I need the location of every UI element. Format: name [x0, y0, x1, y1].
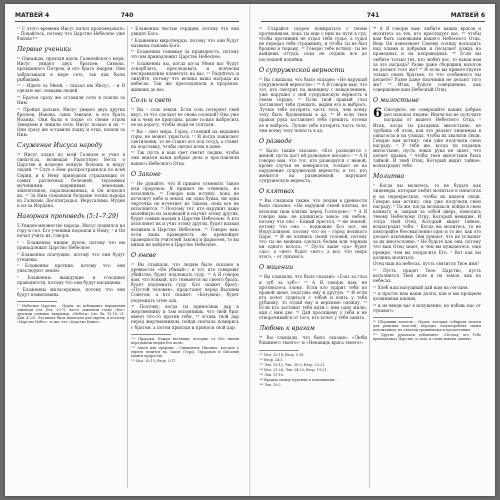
verse-paragraph: ⁵ Когда вы молитесь, то не будьте как лицемеры, которые любят молиться в синагогах и на перекрестках, чтобы их видели люди. Говорю вам истину: они уже получили свою награду. ⁶ Ты же, когда молишься, войди в свою комнату и, закрыв за собой дверь, помолись твоему Небесному Отцу, Который невидим. И тогда твой Отец, Который видит тайное, вознаградит тебя. ⁷ Когда вы молитесь, то не повторяйте бессмысленно одно и то же, как это делают язычники. Они думают, что их услышат за их многословие. ⁸ Не будьте как они, потому что ваш Отец знает, в чем вы нуждаетесь, еще прежде, чем вы попросите Его. ⁹ Вот как вы должны молиться: — [373, 183, 481, 260]
text-block — [259, 67, 367, 133]
verse-paragraph: ¹⁷ С этого времени Иисус начал проповедовать: – Покайтесь, потому что Царство Небесное уже близко!¹⁸ — [17, 26, 125, 42]
verse-paragraph: ¹⁰ Блаженны гонимые за праведность, потому что им принадлежит Царство Небесное. — [131, 49, 239, 60]
section-heading: О разводе — [259, 137, 292, 145]
text-column — [17, 26, 125, 488]
footnote: ⁵³³ Лев. 19:12; Чис. 30:3; Втор. 23:21. — [259, 362, 326, 367]
section-heading: Первые ученики — [17, 46, 72, 54]
verse-paragraph: ⁸ Блаженны чистые сердцем, потому что они увидят Бога. — [131, 26, 239, 37]
section-heading: О супружеской верности — [259, 66, 345, 74]
verse-paragraph: ¹³ и не введи нас в искушение, но избавь нас от лукавого. — [373, 302, 481, 313]
text-block — [373, 173, 481, 313]
page-number: 741 — [366, 12, 380, 19]
footnote: ⁵⁴⁸ Лев. 19:2. — [259, 383, 282, 388]
text-block — [259, 26, 367, 62]
text-block — [259, 264, 367, 320]
text-block — [131, 26, 239, 92]
running-header — [15, 12, 239, 22]
verse-paragraph: ²¹ Вы слышали, что людям было сказано в древности: «Не убивай»,ᵃ и тот, кто совершит убийство, будет подлежать суду. ²² А Я говорю вам, что всякий, кто гневается на своего брата, будет подлежать суду. Кто скажет брату: «Пустой человек», предстанет перед Высшим Советом, а кто скажет: «Безумец», будет подлежать огню ада. — [131, 261, 239, 303]
verse-paragraph: ²⁵ Старайся скорее помириться с твоим противником, пока ты еще с ним на пути в суд, чтобы противник не отдал тебя судье, а судья не передал тебя стражнику, и чтобы ты не был брошен в тюрьму. ²⁶ Говорю тебе истину: ты не выйдешь оттуда, пока не отдашь все до последней копейки. — [259, 26, 367, 62]
left-page — [5, 4, 249, 496]
verse-paragraph: ¹⁸ Однажды, проходя вдоль Галилейского моря, Иисус увидел двух братьев: Симона, прозванного Петром, и его брата Андрея. Они забрасывали в море сеть, так как были рыбаками. — [17, 56, 125, 82]
verse-paragraph: ⁶ Блаженны жаждущие и голодные праведности, потому что они будут насыщены. — [17, 275, 125, 286]
section-heading: О Законе — [131, 170, 161, 178]
text-block — [259, 325, 367, 345]
footnote-rule — [17, 301, 57, 302]
verse-paragraph: ²⁷ Вы слышали, что было сказано: «Не нарушай супружеской верности».ᵃ ²⁸ А Я говорю вам, что тот, кто смотрит на женщину с вожделением, уже нарушил с ней супружескую верность в своем сердце. ²⁹ Если твой правый глаз заставляет тебя грешить, вырви его и выбрось. Лучше тебе потерять часть тела, чем всему телу быть брошенным в ад. ³⁰ И если твоя правая рука заставляет тебя грешить, отсеки ее и выбрось. Лучше тебе потерять часть тела, чем всему телу попасть в ад. — [259, 76, 367, 133]
text-column — [259, 26, 367, 488]
verse-paragraph: ¹⁴ Вы – свет мира. Город, стоящий на вершине горы, не может укрыться. ¹⁵ И когда зажигают светильник, то не ставят его под сосуд, а ставят на подставку, чтобы светил всем в доме. — [131, 128, 239, 149]
text-block — [131, 97, 239, 166]
verse-paragraph: ¹¹ Блаженны вы, когда из-за Меня вас будут оскорблять, преследовать и всячески несправедливо клеветать на вас. ¹² Радуйтесь и ликуйте, потому что велика ваша награда на небесах. Так же преследовали и пророков, живших до вас. — [131, 61, 239, 92]
verse-paragraph: ⁴ Блаженны плачущие, потому что они будут утешены. — [17, 251, 125, 262]
verse-paragraph: ³³ Вы слышали также, что людям в древности было сказано: «Не нарушай своей клятвы, но исполни твои клятвы перед Господом».ᵃ ³⁴ А Я говорю вам: не клянитесь вовсе: ни небом, потому что оно – Божий престол, ³⁵ ни землей, потому что она – подножие Его ног, ни Иерусалимом, потому что он – город великого Царя. ³⁶ И не клянись своей головой, потому что ты не можешь сделать белым или черным ни одного волоса. ³⁷ Пусть ваше «да» будет «да», а «нет» будет «нет»; а все, что сверх этого, – от лукавого. — [259, 198, 367, 260]
footnote: ⁵¹² Пророки: Божьи вестники, которые от Его имени передавали людям Его волю. — [131, 336, 239, 345]
verse-paragraph: ²³ Иисус ходил по всей Галилее и учил в синагогах, возвещая Радостную Весть о Царстве и исцеляя всякую болезнь и недуг людей. ²⁴ Слух о Нем распространился по всей Сирии, и к Нему приводили страдающих от самых различных болезней, терзаемых мучениями, одержимых демонами, эпилептиков, парализованных, и Он исцелял их. ²⁵ За Ним следовали большие толпы народа из Галилеи, Десятиградья, Иерусалима, Иудеи и из-за Иордана. — [17, 152, 125, 209]
text-block — [259, 138, 367, 184]
text-block — [17, 26, 125, 41]
verse-paragraph: ⁴³ Вы слышали, что было сказано: «Люби ближнего твоего»ᵃ и «Ненавидь врага твоего». — [259, 335, 367, 346]
section-heading: Любовь к врагам — [259, 325, 315, 333]
verse-paragraph: ⁵ Блаженны кроткие, потому что они унаследуют землю. — [17, 263, 125, 274]
text-block — [373, 97, 481, 168]
book-label: MATBEЙ 6 — [450, 12, 485, 19]
verse-paragraph — [373, 107, 481, 168]
footnote: ⁵²¹ Исх. 20:13; Втор. 5:17. — [131, 359, 177, 364]
header-rule — [261, 21, 485, 22]
verse-paragraph: ²⁰ Братья сразу же оставили сети и пошли за Ним. — [17, 94, 125, 106]
section-heading: Нагорная проповедь (5:1–7:29) — [17, 213, 119, 221]
section-heading: О гневе — [131, 251, 157, 259]
section-heading: Молитва — [373, 173, 405, 181]
text-block — [17, 142, 125, 208]
chapter-number: 6 — [373, 106, 383, 122]
verse-paragraph: ²¹ Пройдя дальше, Иисус увидел двух других братьев, Иакова, сына Зеведея, и его брата Иоанна. Они были в лодке со своим отцом Зеведеем и чинили сети. Иисус позвал и их. ²² Они сразу же оставили лодку и отца, пошли за Ним. — [17, 106, 125, 138]
verse-paragraph: ¹⁰ Пусть придет Твое Царство, пусть исполнится Твоя воля и на земле, как на небесах. — [373, 267, 481, 284]
verse-paragraph: ¹² и прости нам наши долги, как и мы прощаем должникам нашим, — [373, 291, 481, 302]
text-block — [17, 46, 125, 137]
verse-paragraph: 5 Увидев множество народа, Иисус поднялся на гору и сел. Его ученики подошли к Нему, ² и Он начал учить их, говоря: — [17, 223, 125, 239]
verse-paragraph: ⁴⁴ А Я говорю вам: любите ваших врагов и молитесь за тех, кто преследует вас, ⁴⁵ чтобы вам быть сыновьями вашего Небесного Отца. Ведь Он повелевает Своему солнцу восходить над злыми и добрыми и посылает дождь на праведных и на неправедных. ⁴⁶ Если вы любите только тех, кто любит вас, то какая вам за это награда? Разве даже сборщики налогов не делают того же? ⁴⁷ И если вы приветствуете только своих братьев, то что особенного вы делаете? Разве даже язычники не делают того же? ⁴⁸ Итак, будьте совершенны, как совершенен ваш Небесный Отец. — [373, 26, 481, 93]
page-number: 740 — [120, 12, 134, 19]
verse-paragraph: ¹⁶ Так пусть и ваш свет светит людям, чтобы они видели ваши добрые дела и прославляли вашего Небесного Отца. — [131, 150, 239, 166]
footnote: ⁵²⁷ Исх. 20:14; Втор. 5:18. — [259, 352, 305, 357]
section-heading: Служение Иисуса народу — [17, 142, 103, 150]
section-heading: О клятвах — [259, 188, 295, 196]
verse-paragraph: ²³ Поэтому, когда ты приносишь дар к жертвеннику и там вспомнишь, что твой брат имеет что-то против тебя, ²⁴ оставь твой дар перед жертвенником, пойди сначала помирись с братом, а потом приходи и приноси свой дар. — [131, 304, 239, 330]
column-divider — [127, 26, 128, 488]
footnote: ⁵³¹ Втор. 24:1. — [259, 357, 284, 362]
header-rule — [15, 21, 239, 22]
section-heading: О мщении — [259, 264, 294, 272]
verse-paragraph: ¹⁹ – Идите за Мной, – сказал им Иисус, – и Я сделаю вас ловцами людей. — [17, 83, 125, 94]
running-header — [261, 12, 485, 22]
text-column — [131, 26, 239, 488]
text-column — [373, 26, 481, 488]
footnote: ⁶¹³ Другие рукописи добавляют: «Потому что Тебе принадлежат Царство, и сила, и слава вовеки. Аминь». — [373, 333, 481, 342]
book-label: MATBEЙ 4 — [15, 12, 50, 19]
footnote: ⁵⁴⁴ Вражда между иудеями и язычниками... — [259, 377, 338, 382]
section-heading: Соль и свет — [131, 96, 172, 104]
book-spread — [5, 4, 495, 496]
verse-paragraph: ³ – Блаженны нищие духом, потому что им принадлежит Царство Небесное. — [17, 240, 125, 251]
section-heading: О милостыне — [373, 97, 419, 105]
verse-paragraph: ⁹ Блаженны миротворцы, потому что они будут названы сынами Бога. — [131, 37, 239, 48]
text-block — [131, 171, 239, 247]
footnote: ¹⁷ Небесное Царство – Иудеи, во избежание нарушения заповеди (см. Исх. 20:7), часто заменяли слово «Бог» другими словами, например, «Небеса» (см. Лк. 15:18, 21; Дан. 4:23). Эта книга была написана для евреев, и поэтому «Царство Небес» то же, что «Царство Божье». — [17, 303, 125, 325]
footnote-rule — [373, 317, 413, 318]
footnote: ⁵³⁸ Исх. 21:24; Лев. 24:20; Втор. 19:21. — [259, 367, 328, 372]
verse-paragraph: Отец наш на небесах, пусть святится Твое имя! — [373, 261, 479, 267]
verse-paragraph: ¹³ Вы – соль земли. Если соль потеряет свой вкус, то что сделает ее снова соленой? Она уже ни к чему не пригодна, разве только выбросить ее на дорогу, чтобы люди ее топтали. — [131, 106, 239, 127]
verse-paragraph: ¹¹ Хлеб наш насущный дай нам на сегодня, — [373, 284, 469, 290]
footnote-rule — [259, 350, 299, 351]
footnote: ⁵¹⁷ Закон или пророки – Священное Писание, которое у евреев делится на Закон (Тора), Пророков и Писания (книги мудрости). — [131, 345, 239, 358]
text-block — [373, 26, 481, 92]
verse-paragraph: ¹⁷ Не думайте, что Я пришел отменить Закон или пророков. Я пришел не отменить, но исполнить. ¹⁸ Говорю вам истину: пока не исчезнут небо и земля, ни одна буква, ни одна черточка не исчезнет из Закона, пока все не исполнится. ¹⁹ Поэтому тот, кто нарушит даже малейшую из заповедей и научит этому других, будет самым малым в Царстве Небесном. А кто исполняет их и учит этому других, будет назван великим в Царстве Небесном. ²⁰ Говорю вам: если ваша праведность не превзойдет праведности учителей Закона и фарисеев, то вы никак не войдете в Царство Небесное. — [131, 180, 239, 247]
right-page — [251, 4, 495, 496]
column-divider — [369, 26, 370, 488]
verse-paragraph: ⁷ Блаженны милосердные, потому что они будут помилованы. — [17, 286, 125, 297]
footnote: ⁵⁴³ Лев. 19:18. — [259, 372, 284, 377]
text-block — [17, 213, 125, 297]
verse-paragraph: ³⁸ Вы слышали, что было сказано: «Глаз за глаз и зуб за зуб».ᵃ ³⁹ А Я говорю вам: не противьтесь злому. Если кто ударит тебя по правой щеке, подставь ему и другую. ⁴⁰ И если кто хочет судиться с тобой и взять у тебя рубашку, то отдай ему и верхнюю одежду. ⁴¹ Если кто заставит тебя идти с ним одну милю, иди с ним две. ⁴² Дай просящему у тебя и не отворачивайся от того, кто хочет у тебя занять. — [259, 274, 367, 321]
verse-text: Смотрите, не совершайте ваших добрых дел напоказ людям. Иначе вы не получите награды от вашего Небесного Отца. ² Итак, когда ты раздаешь милостыню, не трубишь об этом, как это делают лицемеры в синагогах и на улицах, чтобы их хвалили люди. Говорю вам истину: они уже получили свою награду. ³ У тебя же, когда ты подаешь милостыню, пусть левая рука не знает, что делает правая, ⁴ чтобы твоя милостыня была тайной. И твой Отец, Который видит тайное, вознаградит тебя. — [373, 107, 481, 169]
text-block — [131, 252, 239, 330]
verse-paragraph: ³¹ Было также сказано: «Кто разводится с женой, пусть даст ей разводное письмо».ᵃ ³² А Я говорю вам, что тот, кто разводится с женой, кроме случая ее неверности, толкает ее на нарушение супружеской верности, и тот, кто женится на разведенной, нарушает супружескую верность. — [259, 147, 367, 184]
footnote-rule — [131, 334, 171, 335]
text-block — [259, 188, 367, 259]
footnote: ⁶⁶ Сборщики налогов – Иудеи, которые собирали налоги для римских властей, нередко злоупотребляя своим положением; их считали грешниками и предателями. — [373, 320, 481, 333]
